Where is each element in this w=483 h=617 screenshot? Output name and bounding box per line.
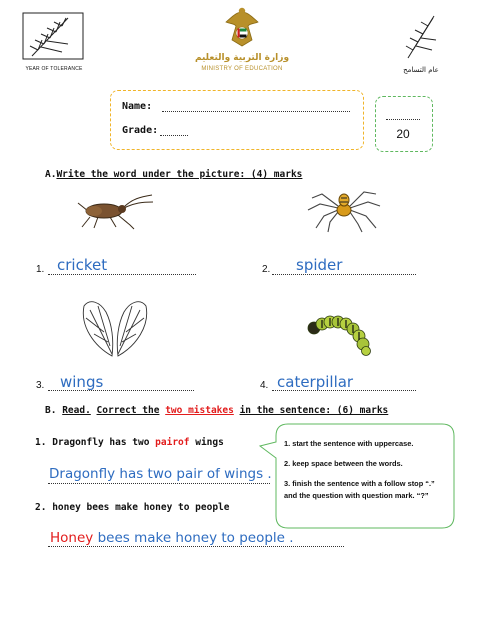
item-3-answer: wings bbox=[60, 373, 104, 391]
question-2 bbox=[35, 502, 230, 513]
right-logo-caption: عام التسامح bbox=[403, 66, 439, 74]
grade-label: Grade: bbox=[122, 125, 159, 136]
question-1-text-start: Dragonfly has two bbox=[52, 437, 150, 448]
ministry-arabic-name: وزارة التربية والتعليم bbox=[194, 53, 290, 63]
section-b-two-mistakes: two mistakes bbox=[165, 405, 234, 416]
year-of-tolerance-logo bbox=[22, 12, 84, 60]
section-b-title-end: in the sentence: (6) marks bbox=[239, 405, 389, 416]
tolerance-year-right-logo bbox=[400, 12, 442, 60]
answer-1-text: Dragonfly has two pair of wings . bbox=[49, 466, 272, 482]
answer-2 bbox=[50, 530, 294, 546]
section-a-heading bbox=[45, 169, 302, 180]
section-b-letter: B. bbox=[45, 405, 57, 416]
answer-2-corrected-word: Honey bbox=[50, 530, 94, 546]
answer-1-line[interactable] bbox=[48, 482, 270, 484]
item-3-number: 3. bbox=[36, 380, 45, 391]
score-total: 20 bbox=[396, 127, 410, 141]
item-2-number: 2. bbox=[262, 264, 271, 275]
item-2-answer: spider bbox=[296, 256, 343, 274]
answer-2-rest: bees make honey to people . bbox=[97, 530, 294, 546]
tip-3: 3. finish the sentence with a follow stop “.” and the question with question mark. “?” bbox=[284, 479, 435, 500]
section-a-letter: A. bbox=[45, 169, 57, 180]
left-logo-caption: YEAR OF TOLERANCE bbox=[25, 66, 83, 72]
ministry-english-name: MINISTRY OF EDUCATION bbox=[201, 66, 283, 72]
student-info-box bbox=[110, 90, 364, 150]
item-1-number: 1. bbox=[36, 264, 45, 275]
tip-2: 2. keep space between the words. bbox=[284, 459, 403, 468]
question-1-text-end: wings bbox=[195, 437, 224, 448]
section-b-title-mid: Correct the bbox=[96, 405, 160, 416]
name-label: Name: bbox=[122, 101, 153, 112]
section-b-read: Read. bbox=[62, 405, 91, 416]
score-box bbox=[375, 96, 433, 152]
item-4-answer: caterpillar bbox=[277, 373, 354, 391]
name-field[interactable] bbox=[162, 110, 350, 112]
spider-picture bbox=[306, 186, 382, 234]
question-1 bbox=[35, 437, 224, 448]
uae-emblem-icon bbox=[222, 6, 262, 50]
question-1-mistake: pairof bbox=[155, 437, 190, 448]
caterpillar-picture bbox=[306, 308, 378, 356]
section-b-heading bbox=[45, 405, 388, 416]
tip-1: 1. start the sentence with uppercase. bbox=[284, 439, 414, 448]
tips-callout bbox=[258, 420, 458, 532]
item-2-line[interactable] bbox=[272, 273, 416, 275]
cricket-picture bbox=[74, 193, 154, 231]
item-1-answer: cricket bbox=[57, 256, 108, 274]
question-2-number: 2. bbox=[35, 502, 47, 513]
wings-picture bbox=[74, 296, 156, 360]
section-a-title: Write the word under the picture: (4) marks bbox=[56, 169, 303, 180]
question-1-number: 1. bbox=[35, 437, 47, 448]
score-field[interactable] bbox=[386, 118, 420, 120]
grade-field[interactable] bbox=[160, 134, 188, 136]
question-2-text: honey bees make honey to people bbox=[52, 502, 230, 513]
item-4-number: 4. bbox=[260, 380, 269, 391]
